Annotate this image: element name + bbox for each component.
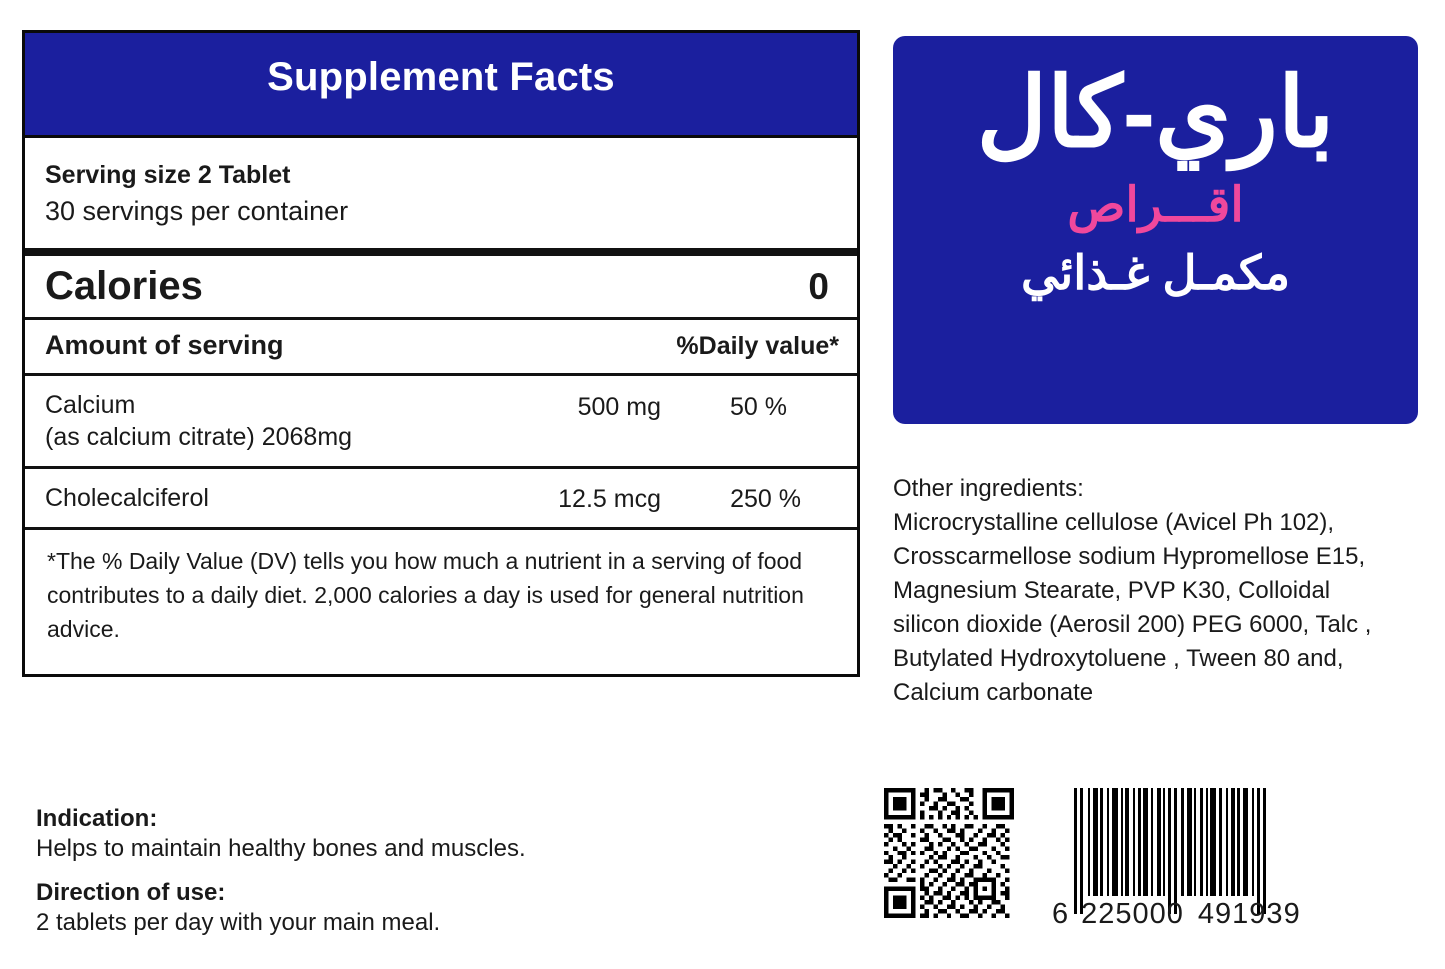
direction-text: 2 tablets per day with your main meal. [36,909,441,936]
brand-box [893,36,1418,424]
indication-text: Helps to maintain healthy bones and muscles. [36,835,526,862]
indication-section [36,805,846,937]
amount-header-row [25,320,857,376]
nutrient-amount: 500 mg [577,392,661,421]
other-ingredients-line: Butylated Hydroxytoluene , Tween 80 and, [893,645,1344,673]
calories-row [25,256,857,320]
nutrient-name-block [45,482,535,514]
supplement-facts-box [22,30,860,677]
product-type-arabic: مكمـل غـذائي [1020,246,1291,300]
nutrient-source: (as calcium citrate) 2068mg [45,422,353,451]
calories-label: Calories [45,263,203,308]
barcode-bars [1074,788,1374,896]
supplement-facts-panel [22,30,860,677]
nutrient-amount: 12.5 mcg [558,484,661,513]
supplement-facts-title: Supplement Facts [25,33,857,138]
other-ingredients [893,472,1418,711]
brand-name-arabic: باري-كال [976,58,1335,167]
barcode-digit-group-left: 6 [1052,898,1070,930]
nutrient-daily-value: 50 % [730,392,787,421]
other-ingredients-line: Magnesium Stearate, PVP K30, Colloidal [893,577,1331,605]
nutrient-name-block [45,389,535,453]
other-ingredients-line: Calcium carbonate [893,679,1094,707]
serving-size: Serving size 2 Tablet [45,161,291,189]
daily-value-footnote: *The % Daily Value (DV) tells you how much a nutrient in a serving of food contributes to a daily diet. 2,000 calories a day is used for general nutrition advice. [47,547,804,642]
servings-per-container: 30 servings per container [45,196,349,227]
other-ingredients-line: Crosscarmellose sodium Hypromellose E15, [893,543,1366,571]
dosage-form-arabic: اقـــراص [1067,179,1244,233]
direction-heading: Direction of use: [36,879,226,906]
nutrient-name: Calcium [45,390,136,419]
barcode-number [1052,898,1352,931]
table-row [25,376,857,469]
calories-value: 0 [808,265,829,307]
other-ingredients-line: silicon dioxide (Aerosil 200) PEG 6000, Talc , [893,611,1372,639]
barcode-digit-group-right: 491939 [1197,898,1301,930]
brand-and-ingredients [893,36,1418,711]
table-row [25,469,857,530]
indication-heading: Indication: [36,805,158,832]
barcode [1052,788,1374,931]
nutrient-name: Cholecalciferol [45,483,209,512]
daily-value-header: %Daily value* [676,331,839,360]
other-ingredients-line: Microcrystalline cellulose (Avicel Ph 102), [893,509,1335,537]
qr-code-icon [884,788,1014,918]
nutrient-daily-value: 250 % [730,484,801,513]
other-ingredients-title: Other ingredients: [893,475,1084,502]
barcode-digit-group-mid: 225000 [1081,898,1184,930]
amount-of-serving-header: Amount of serving [45,329,284,360]
serving-info [25,138,857,256]
codes-area [884,788,1424,938]
